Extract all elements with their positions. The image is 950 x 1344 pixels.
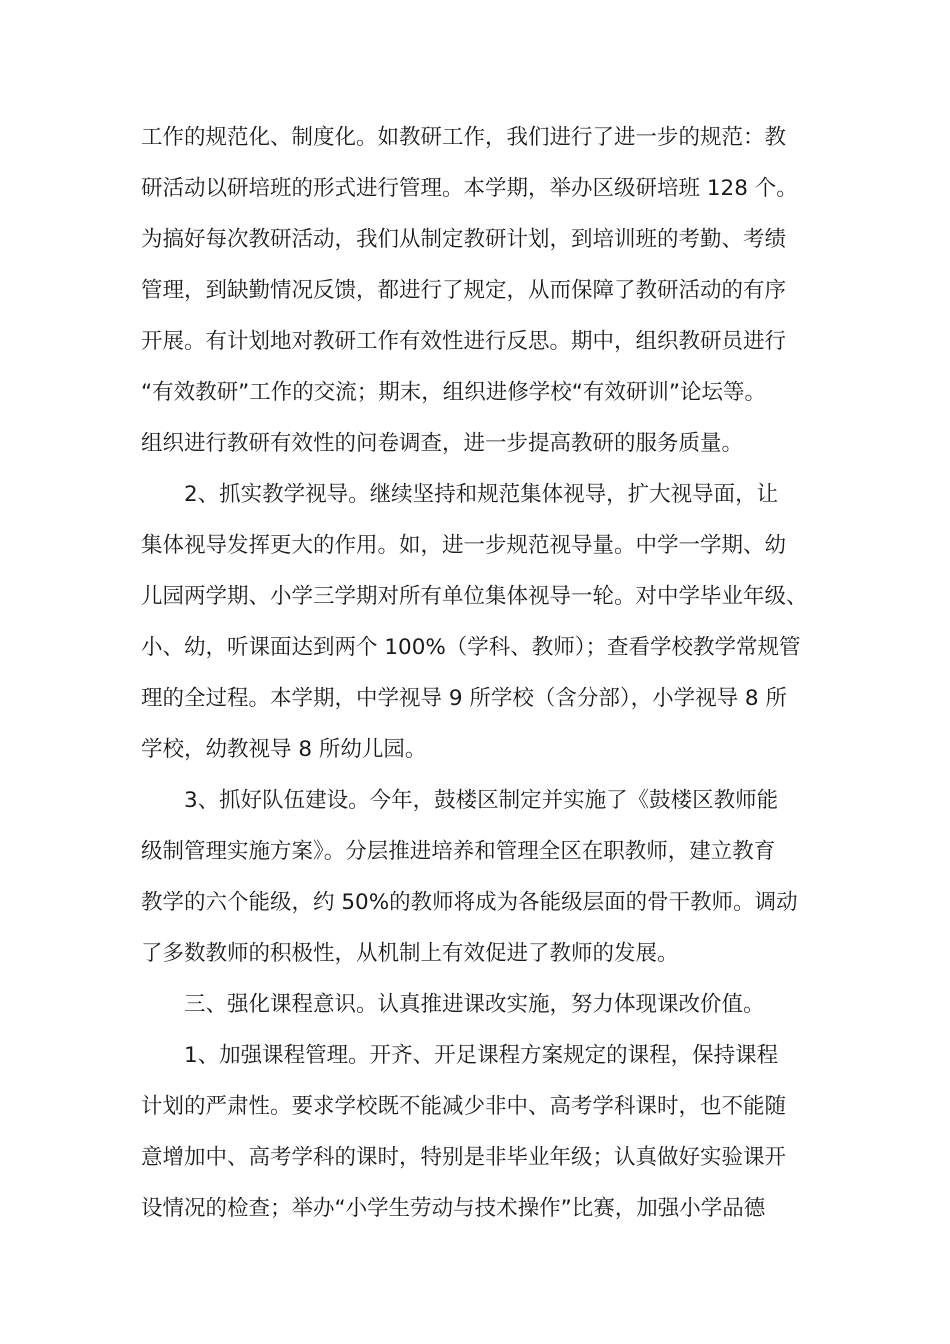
text-line: 管理，到缺勤情况反馈，都进行了规定，从而保障了教研活动的有序 bbox=[141, 278, 787, 303]
text-line: 儿园两学期、小学三学期对所有单位集体视导一轮。对中学毕业年级、 bbox=[141, 584, 808, 609]
text-line: 组织进行教研有效性的问卷调查，进一步提高教研的服务质量。 bbox=[141, 431, 744, 456]
text-line: “有效教研”工作的交流；期末，组织进修学校“有效研训”论坛等。 bbox=[141, 380, 767, 405]
text-line: 理的全过程。本学期，中学视导 9 所学校（含分部），小学视导 8 所 bbox=[141, 686, 787, 711]
text-line: 工作的规范化、制度化。如教研工作，我们进行了进一步的规范：教 bbox=[141, 125, 787, 150]
text-line: 研活动以研培班的形式进行管理。本学期，举办区级研培班 128 个。 bbox=[141, 176, 798, 201]
text-line: 小、幼，听课面达到两个 100%（学科、教师）；查看学校教学常规管 bbox=[141, 635, 801, 660]
text-line: 设情况的检查；举办“小学生劳动与技术操作”比赛，加强小学品德 bbox=[141, 1196, 766, 1221]
text-line: 集体视导发挥更大的作用。如，进一步规范视导量。中学一学期、幼 bbox=[141, 533, 787, 558]
text-line: 为搞好每次教研活动，我们从制定教研计划，到培训班的考勤、考绩 bbox=[141, 227, 787, 252]
text-line: 意增加中、高考学科的课时，特别是非毕业年级；认真做好实验课开 bbox=[141, 1145, 787, 1170]
text-line: 1、加强课程管理。开齐、开足课程方案规定的课程，保持课程 bbox=[184, 1043, 779, 1068]
text-line: 开展。有计划地对教研工作有效性进行反思。期中，组织教研员进行 bbox=[141, 329, 787, 354]
text-line: 三、强化课程意识。认真推进课改实施，努力体现课改价值。 bbox=[184, 992, 765, 1017]
text-line: 3、抓好队伍建设。今年，鼓楼区制定并实施了《鼓楼区教师能 bbox=[184, 788, 779, 813]
text-line: 了多数教师的积极性，从机制上有效促进了教师的发展。 bbox=[141, 941, 679, 966]
text-line: 2、抓实教学视导。继续坚持和规范集体视导，扩大视导面，让 bbox=[184, 482, 779, 507]
text-line: 级制管理实施方案》。分层推进培养和管理全区在职教师，建立教育 bbox=[141, 839, 776, 864]
text-line: 计划的严肃性。要求学校既不能减少非中、高考学科课时，也不能随 bbox=[141, 1094, 787, 1119]
document-body bbox=[141, 112, 821, 1234]
text-line: 教学的六个能级，约 50%的教师将成为各能级层面的骨干教师。调动 bbox=[141, 890, 798, 915]
text-line: 学校，幼教视导 8 所幼儿园。 bbox=[141, 737, 427, 762]
